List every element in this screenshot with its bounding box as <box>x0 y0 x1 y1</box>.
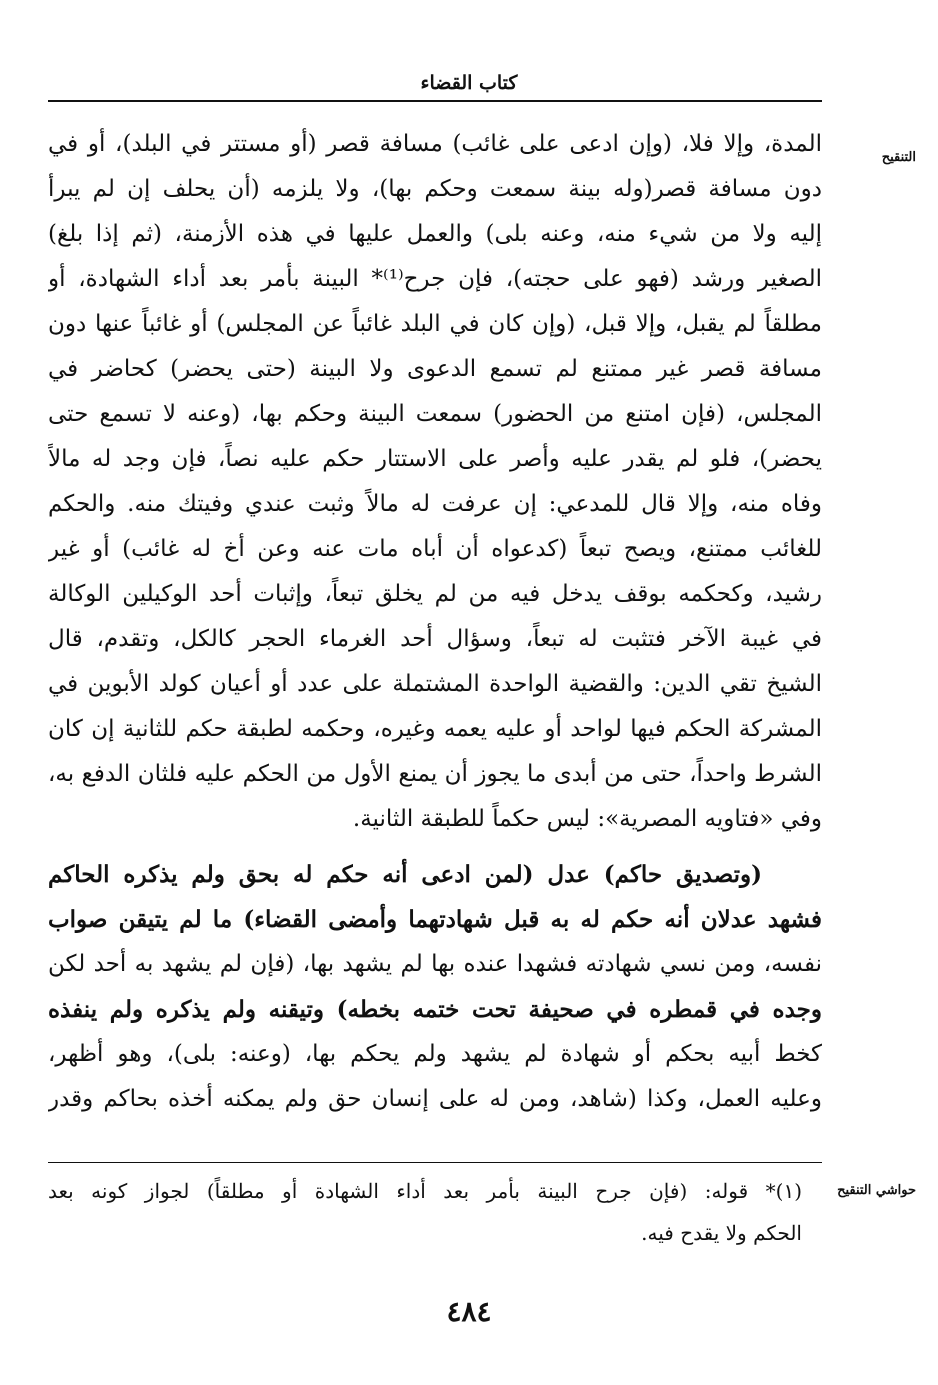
main-text <box>48 122 822 1122</box>
page-number: ٤٨٤ <box>446 1295 492 1328</box>
text-line: وجده في قمطره في صحيفة تحت ختمه بخطه) وتيقنه ولم يذكره ولم ينفذه <box>48 996 822 1023</box>
footnote-line: الحكم ولا يقدح فيه. <box>641 1221 802 1245</box>
text-line: فشهد عدلان أنه حكم له به قبل شهادتهما وأمضى القضاء) ما لم يتيقن صواب <box>48 906 822 933</box>
text-line: وفي «فتاويه المصرية»: ليس حكماً للطبقة الثانية. <box>352 806 822 832</box>
text-line: وفاه منه، وإلا قال للمدعي: إن عرفت له مالاً وثبت عندي وفيتك منه. والحكم <box>48 491 822 517</box>
text-line: للغائب ممتنع، ويصح تبعاً (كدعواه أن أباه مات عنه وعن أخ له غائب) أو غير <box>48 536 822 562</box>
footnote-rule <box>48 1162 822 1163</box>
footnote <box>48 1170 822 1254</box>
text-line: يحضر)، فلو لم يقدر عليه وأصر على الاستتار حكم عليه نصاً، فإن وجد له مالاً <box>48 446 822 472</box>
text-line: مطلقاً لم يقبل، وإلا قبل، (وإن كان في البلد غائباً عن المجلس) أو غائباً عنها دون <box>48 311 822 337</box>
text-line: كخط أبيه بحكم أو شهادة لم يشهد ولم يحكم بها، (وعنه: بلى)، وهو أظهر، <box>48 1041 822 1067</box>
paragraph-1 <box>48 122 822 842</box>
text-line: (وتصديق حاكم) عدل (لمن ادعى أنه حكم له بحق ولم يذكره الحاكم <box>48 861 762 888</box>
text-line: في غيبة الآخر فتثبت له تبعاً، وسؤال أحد الغرماء الحجر كالكل، وتقدم، قال <box>48 626 822 652</box>
text-line: رشيد، وكحكمه بوقف يدخل فيه من لم يخلق تبعاً، وإثبات أحد الوكيلين الوكالة <box>48 581 822 607</box>
text-line: إليه ولا من شيء منه، وعنه بلى) والعمل عليها في هذه الأزمنة، (ثم إذا بلغ) <box>48 221 822 247</box>
margin-label-tanqih: التنقيح <box>881 150 916 165</box>
text-line: وعليه العمل، وكذا (شاهد، ومن له على إنسان حق ولم يمكنه أخذه بحاكم وقدر <box>48 1086 822 1112</box>
text-line: الصغير ورشد (فهو على حجته)، فإن جرح⁽¹⁾* البينة بأمر بعد أداء الشهادة، أو <box>48 266 822 292</box>
paragraph-2 <box>48 852 822 1122</box>
text-line: الشيخ تقي الدين: والقضية الواحدة المشتملة على عدد أو أعيان كولد الأبوين في <box>48 671 822 697</box>
text-line: الشرط واحداً، حتى من أبدى ما يجوز أن يمنع الأول من الحكم عليه فلثان الدفع به، <box>48 761 822 787</box>
running-header-title: كتاب القضاء <box>420 72 518 94</box>
header-rule <box>48 100 822 102</box>
footnote-line: (١)* قوله: (فإن جرح البينة بأمر بعد أداء الشهادة أو مطلقاً) لجواز كونه بعد <box>48 1179 802 1203</box>
text-line: المشركة الحكم فيها لواحد أو عليه يعمه وغيره، وحكمه لطبقة حكم للثانية إن كان <box>48 716 822 742</box>
text-line: مسافة قصر غير ممتنع لم تسمع الدعوى ولا البينة (حتى يحضر) كحاضر في <box>48 356 822 382</box>
text-line: نفسه، ومن نسي شهادته فشهدا عنده بها لم يشهد بها، (فإن لم يشهد به أحد لكن <box>48 951 822 977</box>
text-line: دون مسافة قصر(وله بينة سمعت وحكم بها)، ولا يلزمه (أن يحلف إن لم يبرأ <box>48 176 822 202</box>
text-line: المدة، وإلا فلا، (وإن ادعى على غائب) مسافة قصر (أو مستتر في البلد)، أو في <box>48 131 822 157</box>
text-line: المجلس، (فإن امتنع من الحضور) سمعت البينة وحكم بها، (وعنه لا تسمع حتى <box>48 401 822 427</box>
margin-label-hawashi: حواشي التنقيح <box>837 1183 916 1198</box>
